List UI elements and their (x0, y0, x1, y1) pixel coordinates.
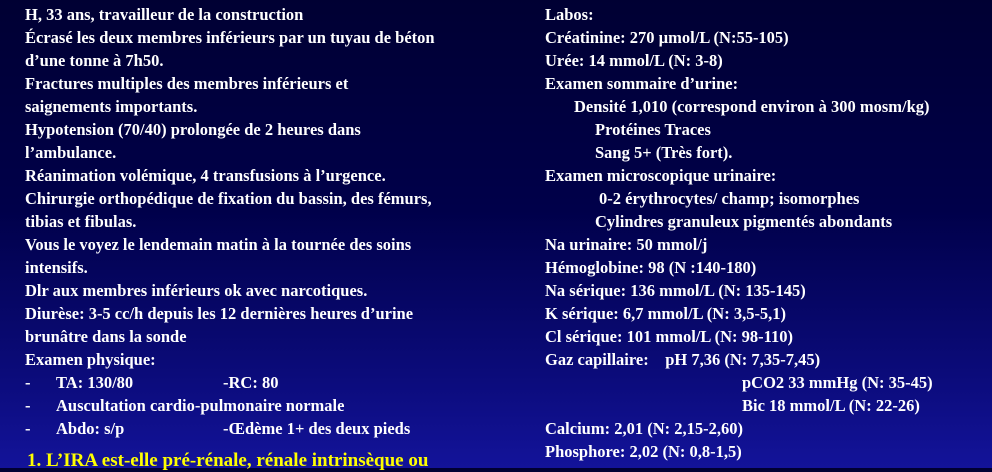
exam-text: TA: 130/80 (56, 373, 134, 392)
case-description (25, 3, 525, 440)
lab-line: Calcium: 2,01 (N: 2,15-2,60) (545, 419, 743, 438)
lab-line: Labos: (545, 5, 594, 24)
case-line: Écrasé les deux membres inférieurs par un tuyau de béton (25, 28, 435, 47)
lab-line: Na urinaire: 50 mmol/j (545, 235, 708, 254)
case-line: Examen physique: (25, 350, 156, 369)
exam-text: Auscultation cardio-pulmonaire normale (56, 396, 345, 415)
exam-text-secondary: -Œdème 1+ des deux pieds (223, 419, 411, 438)
exam-bullet: - (25, 419, 31, 438)
exam-text: Abdo: s/p (56, 419, 125, 438)
exam-item (25, 417, 525, 440)
lab-results (545, 3, 990, 463)
lab-line: 0-2 érythrocytes/ champ; isomorphes (599, 189, 860, 208)
lab-line: pCO2 33 mmHg (N: 35-45) (742, 373, 933, 392)
case-line: Réanimation volémique, 4 transfusions à l’urgence. (25, 166, 386, 185)
case-line: Chirurgie orthopédique de fixation du bassin, des fémurs, (25, 189, 432, 208)
case-line: saignements importants. (25, 97, 198, 116)
case-line: intensifs. (25, 258, 88, 277)
lab-line: Densité 1,010 (correspond environ à 300 mosm/kg) (574, 97, 930, 116)
lab-line: K sérique: 6,7 mmol/L (N: 3,5-5,1) (545, 304, 787, 323)
exam-item (25, 394, 525, 417)
case-line: Diurèse: 3-5 cc/h depuis les 12 dernières heures d’urine (25, 304, 414, 323)
case-line: brunâtre dans la sonde (25, 327, 187, 346)
case-line: Hypotension (70/40) prolongée de 2 heures dans (25, 120, 361, 139)
lab-line: Hémoglobine: 98 (N :140-180) (545, 258, 757, 277)
lab-line: Protéines Traces (595, 120, 711, 139)
lab-line: Cl sérique: 101 mmol/L (N: 98-110) (545, 327, 793, 346)
lab-line: Urée: 14 mmol/L (N: 3-8) (545, 51, 723, 70)
lab-line: Na sérique: 136 mmol/L (N: 135-145) (545, 281, 806, 300)
exam-text-secondary: -RC: 80 (223, 373, 279, 392)
case-line: Fractures multiples des membres inférieurs et (25, 74, 349, 93)
lab-line: Examen sommaire d’urine: (545, 74, 739, 93)
question-text: 1. L’IRA est-elle pré-rénale, rénale intrinsèque ou (27, 450, 429, 471)
lab-line: Gaz capillaire: pH 7,36 (N: 7,35-7,45) (545, 350, 821, 369)
lab-line: Créatinine: 270 µmol/L (N:55-105) (545, 28, 789, 47)
exam-bullet: - (25, 396, 31, 415)
case-line: H, 33 ans, travailleur de la construction (25, 5, 304, 24)
case-line: tibias et fibulas. (25, 212, 137, 231)
lab-line: Phosphore: 2,02 (N: 0,8-1,5) (545, 442, 742, 461)
case-line: Vous le voyez le lendemain matin à la tournée des soins (25, 235, 412, 254)
lab-line: Examen microscopique urinaire: (545, 166, 777, 185)
lab-line: Sang 5+ (Très fort). (595, 143, 733, 162)
case-line: l’ambulance. (25, 143, 117, 162)
exam-item (25, 371, 525, 394)
lab-line: Cylindres granuleux pigmentés abondants (595, 212, 893, 231)
case-line: Dlr aux membres inférieurs ok avec narcotiques. (25, 281, 368, 300)
exam-bullet: - (25, 373, 31, 392)
case-line: d’une tonne à 7h50. (25, 51, 164, 70)
lab-line: Bic 18 mmol/L (N: 22-26) (742, 396, 920, 415)
